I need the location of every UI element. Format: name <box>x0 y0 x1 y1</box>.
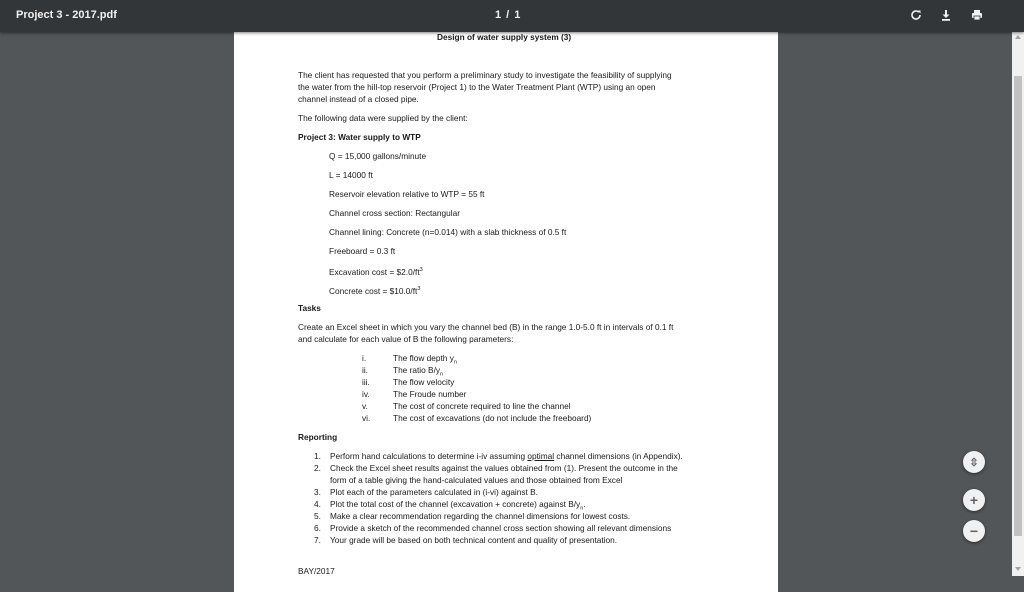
intro-line-1: The client has requested that you perform a preliminary study to investigate the feasibility of supplying <box>298 70 672 80</box>
vertical-scrollbar[interactable] <box>1012 32 1024 576</box>
minus-icon: − <box>969 523 979 539</box>
print-icon[interactable] <box>970 8 984 22</box>
reporting-num: 5. <box>314 511 321 521</box>
reporting-item: Your grade will be based on both technical content and quality of presentation. <box>330 535 618 545</box>
reporting-item: Check the Excel sheet results against the values obtained from (1). Present the outcome in the <box>330 463 678 473</box>
param-concrete: Concrete $\cos t = \$10.0/ft^3$ <box>329 285 421 296</box>
zoom-in-button[interactable] <box>963 489 985 511</box>
scroll-up-icon[interactable] <box>1015 35 1021 39</box>
task-num: iv. <box>362 389 370 399</box>
data-intro: The following data were supplied by the client: <box>298 113 468 123</box>
task-num: iii. <box>362 377 370 387</box>
zoom-out-button[interactable] <box>963 520 985 542</box>
reporting-item: Plot each of the parameters calculated in (i-vi) against B. <box>330 487 538 497</box>
document-footer: BAY/2017 <box>298 566 335 576</box>
document-title: Project 3 - 2017.pdf <box>16 9 117 21</box>
task-item: The flow depth $y_n$ <box>393 353 457 366</box>
param-elevation: Reservoir elevation relative to WTP = 55 ft <box>329 189 485 199</box>
task-item: The ratio $B/y_n$ <box>393 365 444 378</box>
task-item: The cost of concrete required to line the channel <box>393 401 571 411</box>
reporting-item: Provide a sketch of the recommended channel cross section showing all relevant dimensions <box>330 523 672 533</box>
param-lining: Channel lining: Concrete (n=0.014) with a slab thickness of 0.5 ft <box>329 227 567 237</box>
fit-page-icon: ⇳ <box>969 456 979 469</box>
param-q: Q = 15,000 gallons/minute <box>329 151 427 161</box>
reporting-num: 7. <box>314 535 321 545</box>
rotate-icon[interactable] <box>909 8 923 22</box>
task-item: The cost of excavations (do not include the freeboard) <box>393 413 592 423</box>
task-num: i. <box>362 353 367 363</box>
param-excavation: Excavation $\cos t = \$2.0/ft^3$ <box>329 266 423 277</box>
reporting-item: Plot the total cost of the channel (excavation + concrete) against $B/y_n$. <box>330 499 586 512</box>
scrollbar-thumb[interactable] <box>1014 76 1022 536</box>
param-freeboard: Freeboard = 0.3 ft <box>329 246 396 256</box>
pdf-page <box>234 32 778 592</box>
reporting-item: Perform hand calculations to determine i-iv assuming optimal channel dimensions (in Appendix). <box>330 451 683 461</box>
reporting-num: 3. <box>314 487 321 497</box>
param-l: L = 14000 ft <box>329 170 373 180</box>
task-item: The flow velocity <box>393 377 455 387</box>
page-counter: 1 / 1 <box>495 9 522 21</box>
tasks-intro-1: Create an Excel sheet in which you vary the channel bed (B) in the range 1.0-5.0 ft in intervals of 0.1 ft <box>298 322 674 332</box>
intro-line-2: the water from the hill-top reservoir (Project 1) to the Water Treatment Plant (WTP) using an open <box>298 82 656 92</box>
reporting-item: Make a clear recommendation regarding the channel dimensions for lowest costs. <box>330 511 631 521</box>
reporting-num: 6. <box>314 523 321 533</box>
project-heading: Project 3: Water supply to WTP <box>298 132 421 142</box>
pdf-toolbar <box>0 0 1024 32</box>
fit-to-page-button[interactable] <box>963 451 985 473</box>
tasks-intro-2: and calculate for each value of B the following parameters: <box>298 334 514 344</box>
param-section: Channel cross section: Rectangular <box>329 208 460 218</box>
intro-line-3: channel instead of a closed pipe. <box>298 94 419 104</box>
task-num: v. <box>362 401 368 411</box>
reporting-item-cont: form of a table giving the hand-calculated values and those obtained from Excel <box>330 475 623 485</box>
task-item: The Froude number <box>393 389 467 399</box>
plus-icon: + <box>969 492 979 508</box>
scroll-down-icon[interactable] <box>1015 567 1021 571</box>
tasks-heading: Tasks <box>298 303 321 313</box>
reporting-num: 4. <box>314 499 321 509</box>
reporting-heading: Reporting <box>298 432 338 442</box>
task-num: ii. <box>362 365 368 375</box>
reporting-num: 1. <box>314 451 321 461</box>
reporting-num: 2. <box>314 463 321 473</box>
task-num: vi. <box>362 413 371 423</box>
download-icon[interactable] <box>939 8 953 22</box>
document-heading: Design of water supply system (3) <box>437 32 572 42</box>
